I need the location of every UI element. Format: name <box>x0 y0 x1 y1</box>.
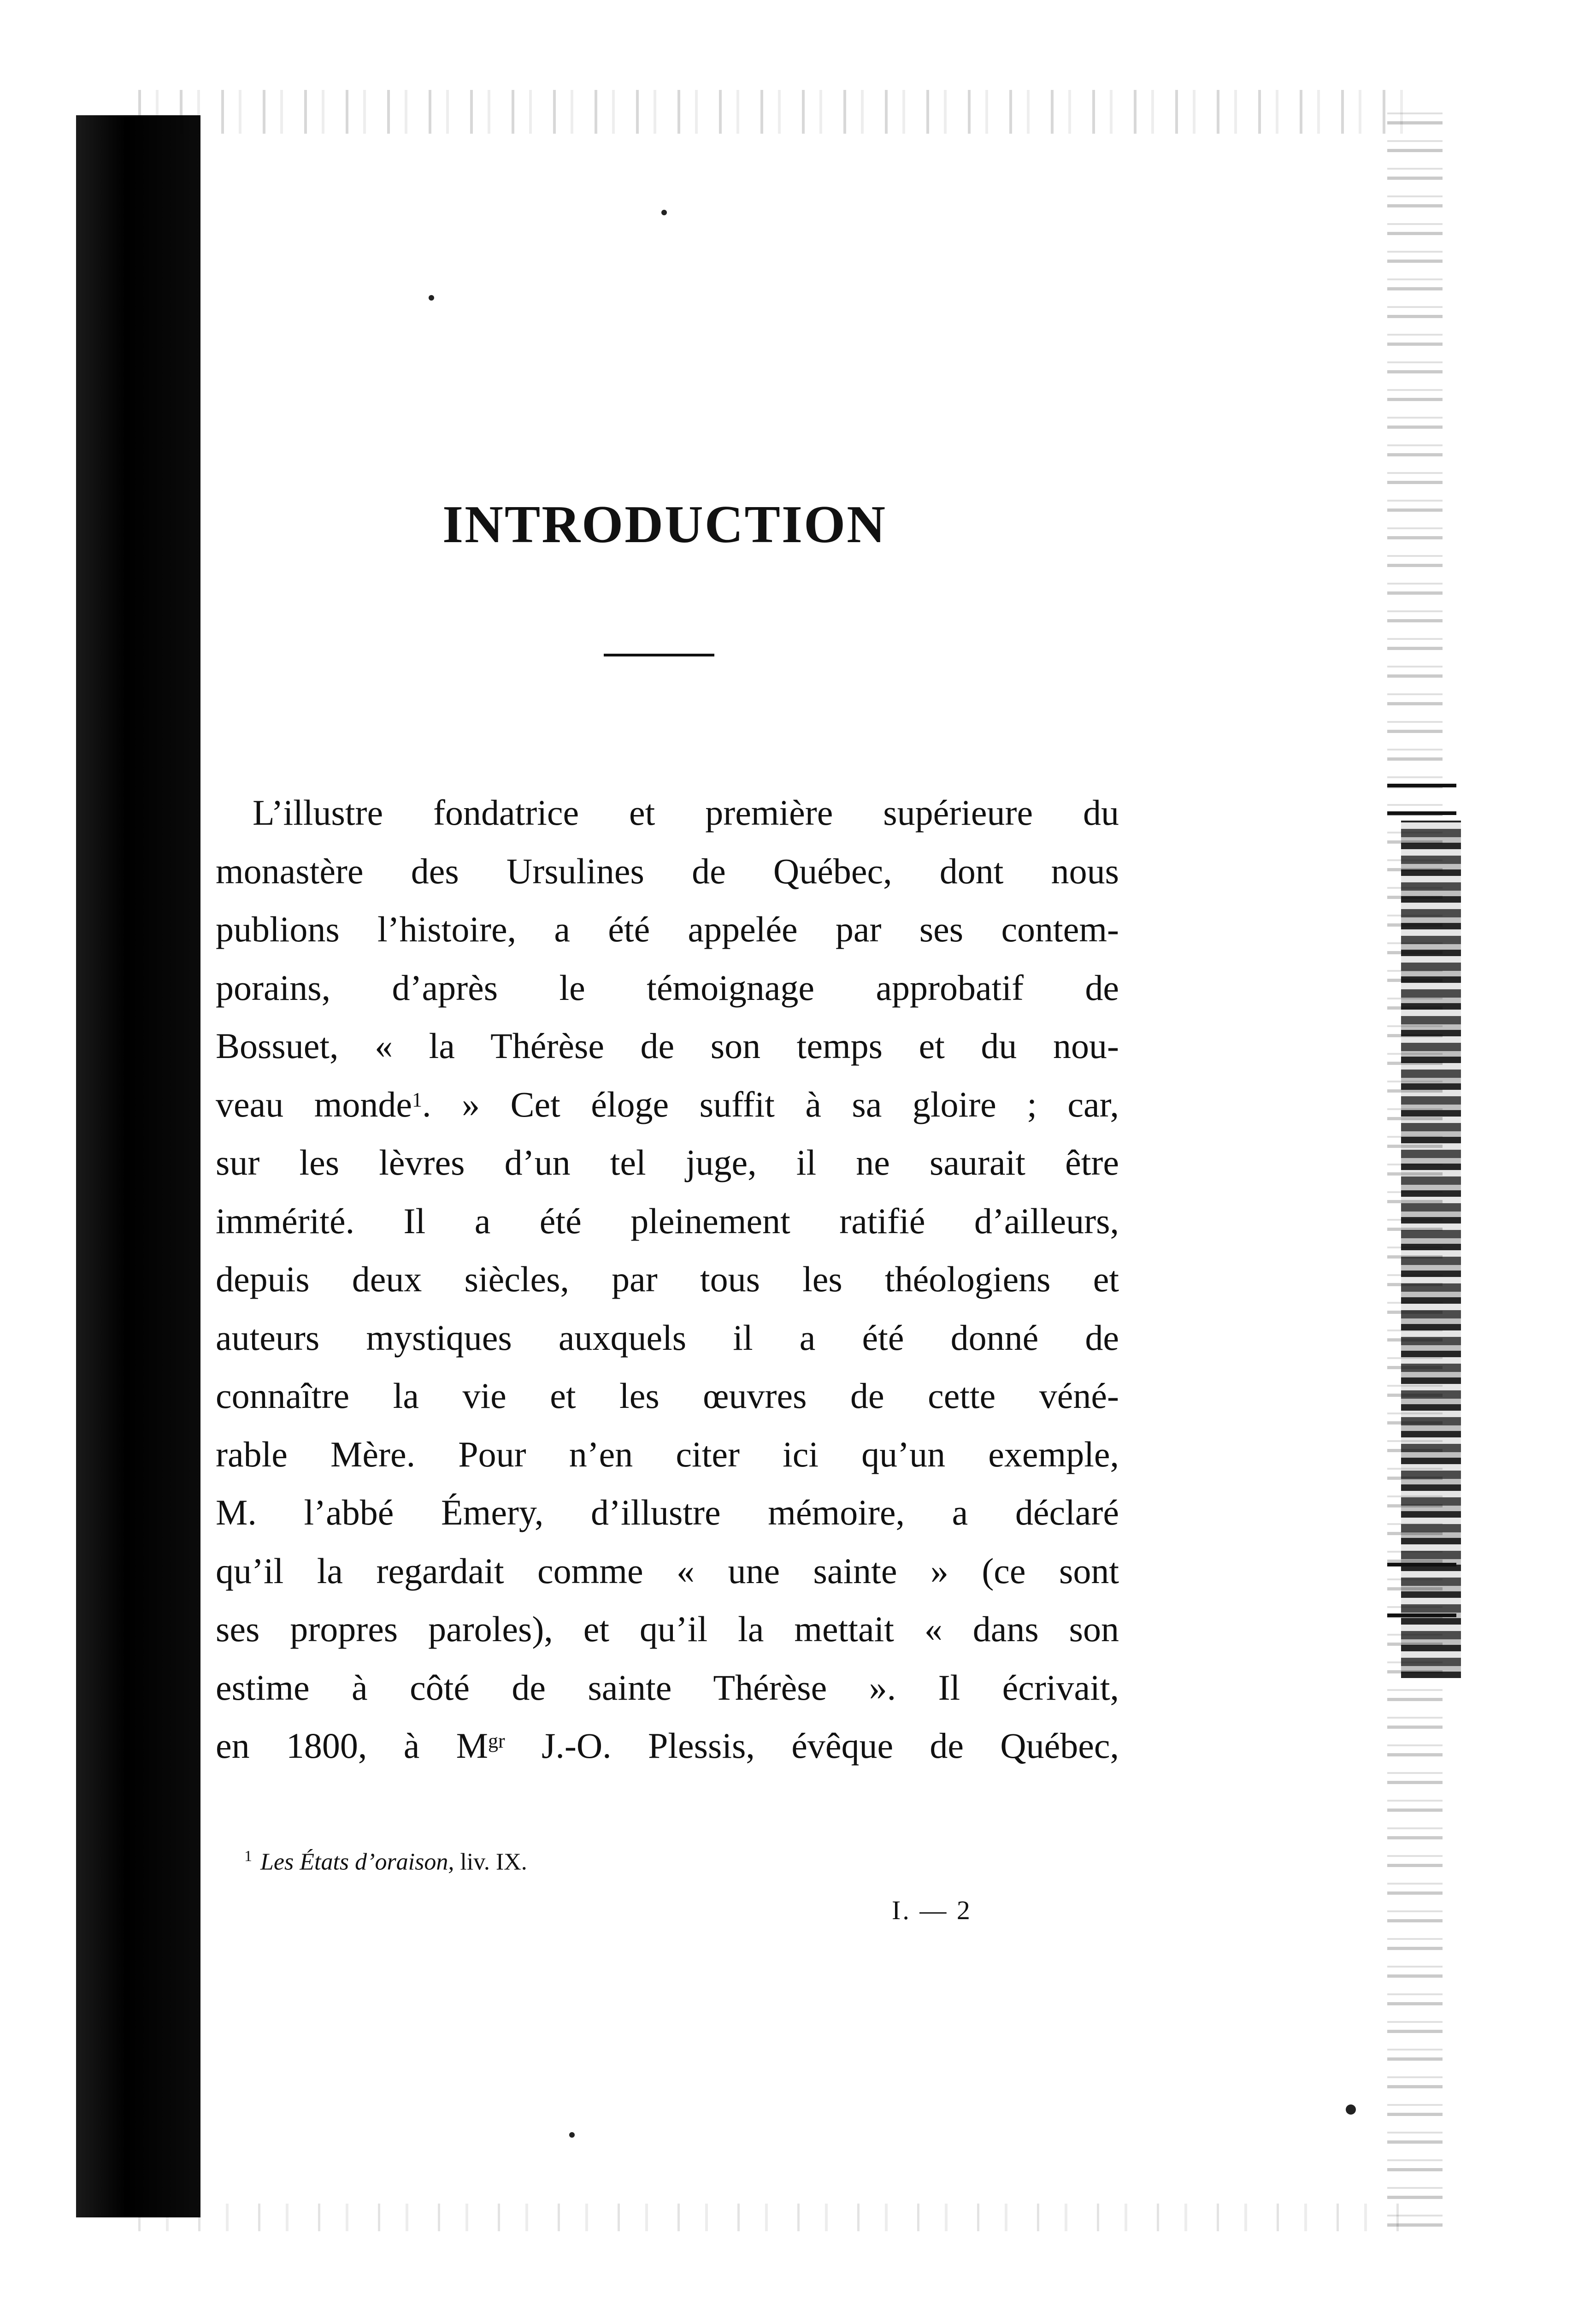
scan-edge-line <box>1387 811 1456 815</box>
scan-noise-bottom <box>138 2204 1410 2231</box>
text-line: rable Mère. Pour n’en citer ici qu’un exemple, <box>216 1434 1119 1474</box>
text-segment: . » Cet éloge suffit à sa gloire ; car, <box>422 1084 1119 1124</box>
scan-edge-line <box>1387 1563 1456 1566</box>
text-line: qu’il la regardait comme « une sainte » (ce sont <box>216 1550 1119 1591</box>
text-segment: J.-O. Plessis, évêque de Québec, <box>505 1726 1119 1766</box>
footnote-title: Les États d’oraison, <box>260 1849 454 1875</box>
footnote-text: liv. IX. <box>454 1849 527 1875</box>
scan-speck <box>429 295 434 301</box>
scan-speck <box>1346 2104 1356 2115</box>
text-line: estime à côté de sainte Thérèse ». Il écrivait, <box>216 1667 1119 1708</box>
page-title: INTRODUCTION <box>442 495 887 554</box>
footnote-marker: 1 <box>244 1848 252 1865</box>
scan-edge-line <box>1387 784 1456 787</box>
footnote <box>244 1849 527 1874</box>
title-rule <box>604 654 714 656</box>
scan-edge-right-dark <box>1401 821 1461 1678</box>
text-line: immérité. Il a été pleinement ratifié d’ailleurs, <box>216 1200 1119 1241</box>
binding-shadow <box>76 115 200 2217</box>
text-line: Bossuet, « la Thérèse de son temps et du nou- <box>216 1026 1119 1066</box>
text-line: M. l’abbé Émery, d’illustre mémoire, a déclaré <box>216 1492 1119 1532</box>
text-line <box>216 1076 1119 1134</box>
text-line: porains, d’après le témoignage approbatif de <box>216 967 1119 1008</box>
body-paragraph <box>216 784 1119 1775</box>
text-line <box>216 1717 1119 1775</box>
text-line: L’illustre fondatrice et première supérieure du <box>253 792 1119 833</box>
scan-noise-top <box>138 90 1410 134</box>
scan-edge-line <box>1387 1614 1456 1617</box>
text-line: sur les lèvres d’un tel juge, il ne saurait être <box>216 1142 1119 1182</box>
text-line: ses propres paroles), et qu’il la mettait « dans son <box>216 1609 1119 1649</box>
scan-speck <box>661 210 667 215</box>
text-line: depuis deux siècles, par tous les théologiens et <box>216 1259 1119 1299</box>
text-segment: en 1800, à M <box>216 1726 489 1766</box>
text-line: auteurs mystiques auxquels il a été donné de <box>216 1317 1119 1358</box>
text-line: monastère des Ursulines de Québec, dont nous <box>216 851 1119 891</box>
text-segment: veau monde <box>216 1084 412 1124</box>
footnote-reference: 1 <box>412 1088 423 1111</box>
scan-speck <box>569 2132 575 2138</box>
text-line: publions l’histoire, a été appelée par ses contem- <box>216 909 1119 949</box>
signature-mark: I. — 2 <box>892 1895 972 1925</box>
text-superscript: gr <box>488 1730 505 1752</box>
text-line: connaître la vie et les œuvres de cette véné- <box>216 1376 1119 1416</box>
